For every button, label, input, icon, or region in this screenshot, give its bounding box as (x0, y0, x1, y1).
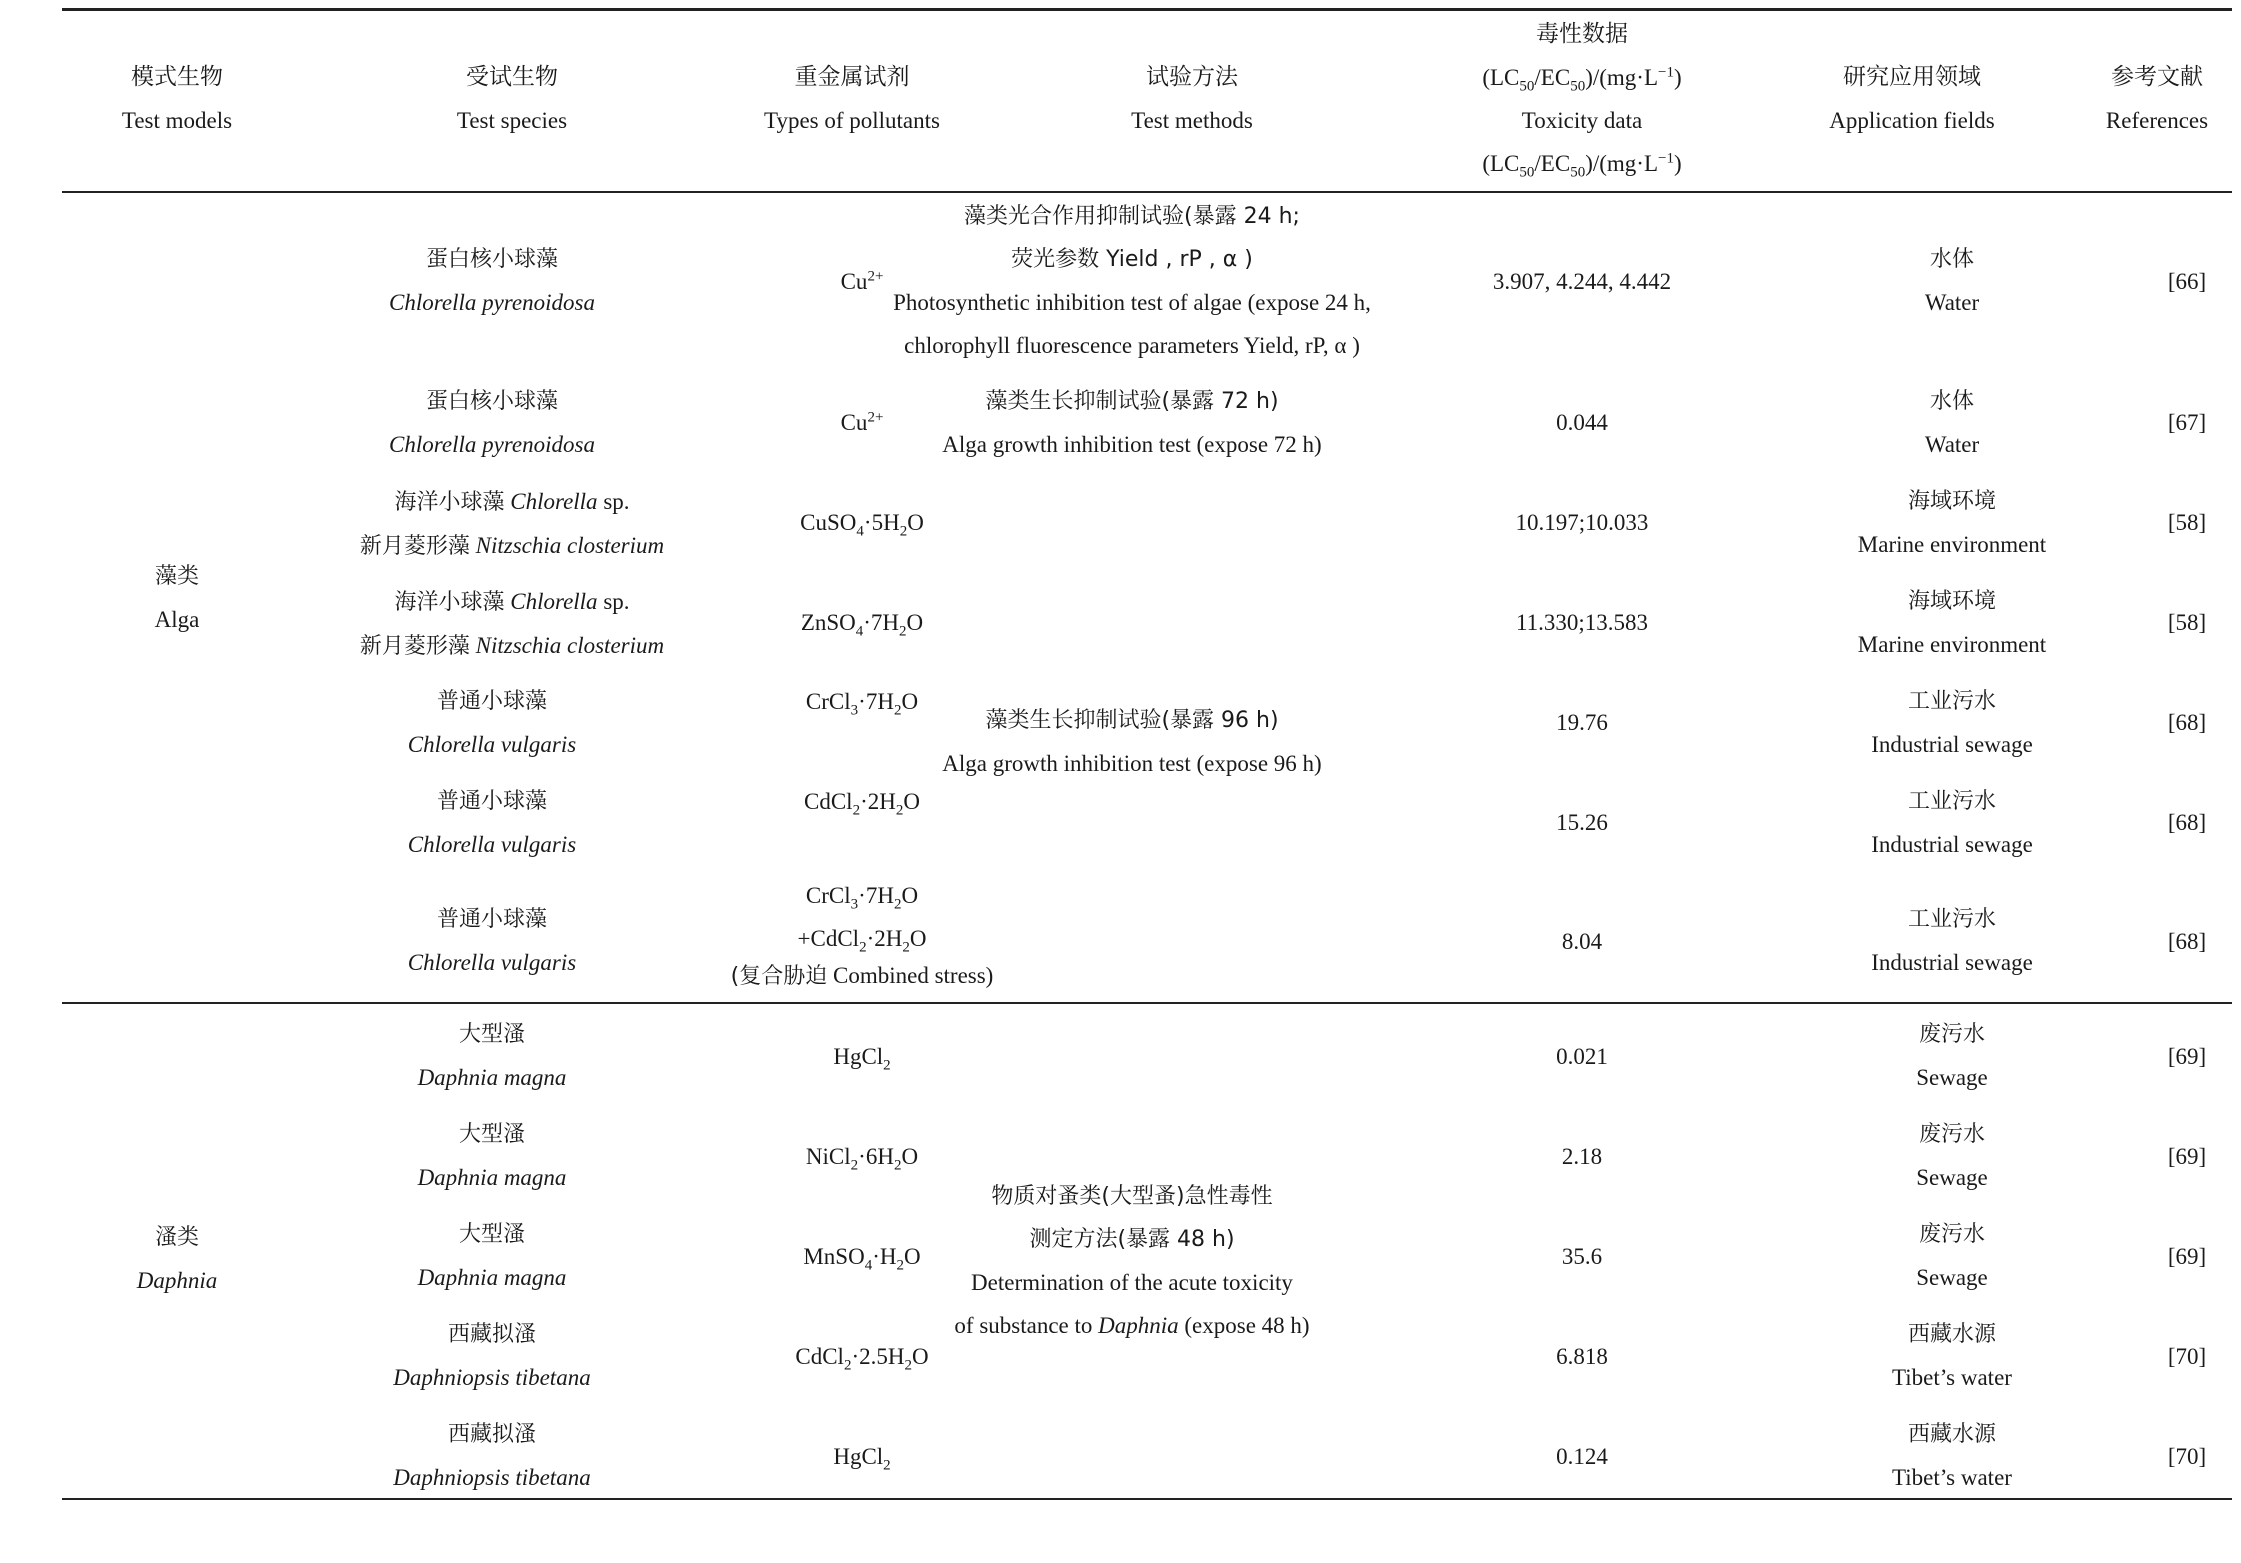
application-cell: 海域环境 Marine environment (1857, 489, 2047, 557)
pollutant-cell: HgCl$_2$ (833, 1044, 891, 1074)
group-label-alga: 藻类 Alga (154, 564, 200, 632)
species-cell: 蛋白核小球藻 Chlorella pyrenoidosa (389, 389, 595, 457)
application-cell: 水体 Water (1924, 389, 1980, 457)
toxicity-cell: 6.818 (1556, 1344, 1608, 1369)
header-application-fields: 研究应用领域 Application fields (1829, 64, 1995, 133)
method-photosynthetic-inhibition: 藻类光合作用抑制试验(暴露 24 h; 荧光参数 Yield , rP , α ) Photosynthetic inhibition test of algae (expose 24 h, chlorophyll fluorescence parameters Yield, rP, α ) (893, 204, 1371, 358)
species-cell: 西藏拟溞 Daphniopsis tibetana (393, 1422, 591, 1490)
species-cell: 普通小球藻 Chlorella vulgaris (407, 907, 577, 975)
reference-cell: [68] (2167, 710, 2207, 735)
toxicity-cell: 0.021 (1556, 1044, 1608, 1069)
toxicity-cell: 15.26 (1556, 810, 1608, 835)
reference-cell: [69] (2167, 1244, 2207, 1269)
toxicity-cell: 11.330;13.583 (1515, 610, 1649, 635)
toxicity-cell: 0.124 (1556, 1444, 1608, 1469)
toxicity-cell: 3.907, 4.244, 4.442 (1492, 269, 1672, 294)
reference-cell: [70] (2167, 1444, 2207, 1469)
pollutant-cell: $Cu^{2+}$ (840, 409, 884, 435)
group-divider-rule (62, 1002, 2232, 1004)
application-cell: 废污水 Sewage (1916, 1022, 1988, 1090)
toxicity-cell: 10.197;10.033 (1515, 510, 1649, 535)
species-cell: 大型溞 Daphnia magna (417, 1122, 567, 1190)
reference-cell: [68] (2167, 929, 2207, 954)
method-growth-inhibition-96h: 藻类生长抑制试验(暴露 96 h) Alga growth inhibition test (expose 96 h) (942, 708, 1322, 776)
pollutant-cell: $Cu^{2+}$ (840, 268, 884, 294)
species-cell: 普通小球藻 Chlorella vulgaris (407, 789, 577, 857)
reference-cell: [66] (2167, 269, 2207, 294)
toxicity-cell: 2.18 (1561, 1144, 1603, 1169)
pollutant-cell: HgCl$_2$ (833, 1444, 891, 1474)
species-cell: 西藏拟溞 Daphniopsis tibetana (393, 1322, 591, 1390)
reference-cell: [67] (2167, 410, 2207, 435)
application-cell: 西藏水源 Tibet’s water (1892, 1322, 2012, 1390)
application-cell: 西藏水源 Tibet’s water (1892, 1422, 2012, 1490)
header-rule (62, 191, 2232, 193)
header-test-species: 受试生物 Test species (456, 64, 568, 133)
reference-cell: [58] (2167, 610, 2207, 635)
toxicity-unit-2: $(LC_{50}/EC_{50})/(mg\cdot L^{-1})$ (1482, 150, 1682, 181)
toxicity-cell: 0.044 (1556, 410, 1608, 435)
method-growth-inhibition-72h: 藻类生长抑制试验(暴露 72 h) Alga growth inhibition test (expose 72 h) (942, 389, 1322, 457)
toxicity-cell: 19.76 (1556, 710, 1608, 735)
pollutant-cell: $CdCl_2\cdot 2.5H_2O$ (795, 1344, 929, 1374)
pollutant-cell: $MnSO_4\cdot H_2O$ (803, 1244, 921, 1274)
species-cell: 海洋小球藻 Chlorella sp. 新月菱形藻 Nitzschia closterium (359, 489, 665, 559)
top-rule (62, 8, 2232, 11)
toxicity-unit-1: $(LC_{50}/EC_{50})/(mg\cdot L^{-1})$ (1482, 64, 1682, 95)
application-cell: 废污水 Sewage (1916, 1122, 1988, 1190)
pollutant-cell: $CdCl_2\cdot 2H_2O$ (804, 789, 920, 819)
pollutant-cell: $CrCl_3\cdot 7H_2O$ $+CdCl_2\cdot 2H_2O$ (复合胁迫 Combined stress) (730, 883, 994, 989)
application-cell: 工业污水 Industrial sewage (1871, 689, 2033, 757)
reference-cell: [69] (2167, 1044, 2207, 1069)
species-cell: 大型溞 Daphnia magna (417, 1222, 567, 1290)
pollutant-cell: $NiCl_2\cdot 6H_2O$ (805, 1144, 919, 1174)
header-toxicity-data: 毒性数据 $(LC_{50}/EC_{50})/(mg\cdot L^{-1})$ Toxicity data $(LC_{50}/EC_{50})/(mg\cdot L^{-1})$ (1402, 13, 1762, 185)
toxicity-table (62, 8, 2232, 1504)
pollutant-cell: $CuSO_4\cdot 5H_2O$ (800, 510, 924, 540)
species-cell: 蛋白核小球藻 Chlorella pyrenoidosa (389, 247, 595, 315)
header-references: 参考文献 References (2105, 64, 2209, 133)
pollutant-cell: $CrCl_3\cdot 7H_2O$ (805, 689, 919, 719)
toxicity-cell: 35.6 (1561, 1244, 1603, 1269)
application-cell: 水体 Water (1924, 247, 1980, 315)
species-cell: 大型溞 Daphnia magna (417, 1022, 567, 1090)
header-types-of-pollutants: 重金属试剂 Types of pollutants (764, 64, 940, 133)
application-cell: 工业污水 Industrial sewage (1871, 789, 2033, 857)
toxicity-cell: 8.04 (1561, 929, 1603, 954)
reference-cell: [70] (2167, 1344, 2207, 1369)
pollutant-cell: $ZnSO_4\cdot 7H_2O$ (800, 610, 924, 640)
species-cell: 海洋小球藻 Chlorella sp. 新月菱形藻 Nitzschia closterium (359, 589, 665, 659)
reference-cell: [68] (2167, 810, 2207, 835)
reference-cell: [69] (2167, 1144, 2207, 1169)
header-test-models: 模式生物 Test models (121, 64, 233, 133)
application-cell: 工业污水 Industrial sewage (1871, 907, 2033, 975)
species-cell: 普通小球藻 Chlorella vulgaris (407, 689, 577, 757)
header-test-methods: 试验方法 Test methods (1131, 64, 1253, 133)
application-cell: 海域环境 Marine environment (1857, 589, 2047, 657)
reference-cell: [58] (2167, 510, 2207, 535)
application-cell: 废污水 Sewage (1916, 1222, 1988, 1290)
method-daphnia-acute-toxicity: 物质对蚤类(大型蚤)急性毒性 测定方法(暴露 48 h) Determination of the acute toxicity of substance to Daphnia (expose 48 h) (954, 1184, 1310, 1338)
group-label-daphnia: 溞类 Daphnia (136, 1225, 218, 1293)
